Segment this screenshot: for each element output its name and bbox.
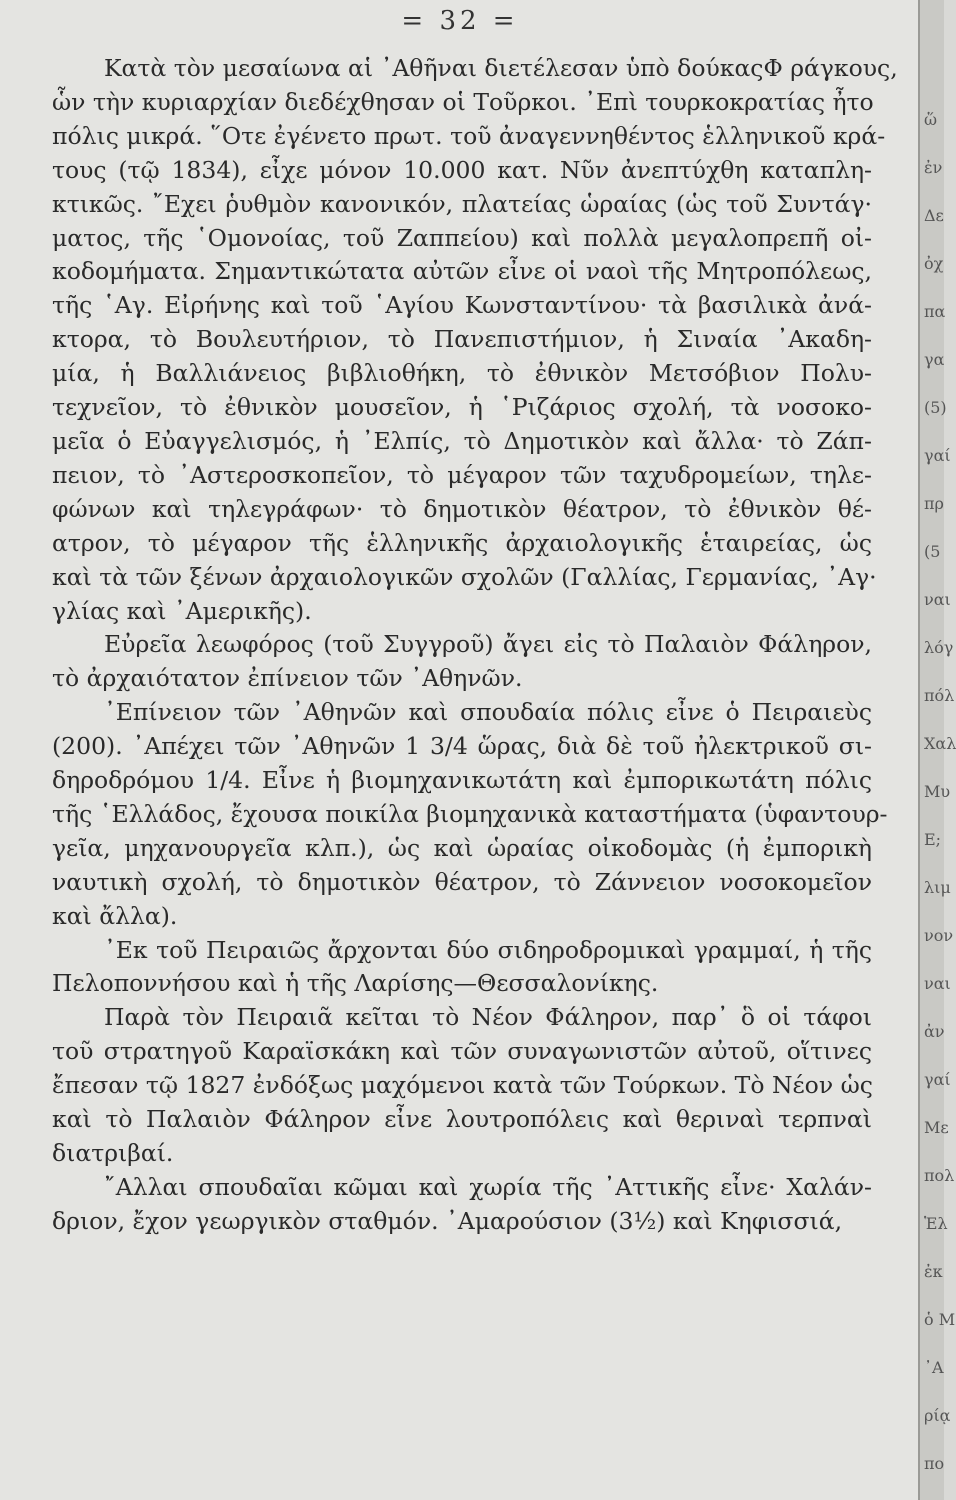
text-line: φώνων καὶ τηλεγράφων· τὸ δημοτικὸν θέατρον, τὸ ἐθνικὸν θέ- — [52, 494, 872, 523]
text-line: μία, ἡ Βαλλιάνειος βιβλιοθήκη, τὸ ἐθνικὸν Μετσόβιον Πολυ- — [52, 359, 872, 388]
text-line: τὸ ἀρχαιότατον ἐπίνειον τῶν ᾿Αθηνῶν. — [52, 664, 523, 693]
margin-fragment: πα — [924, 302, 946, 321]
text-line: καὶ ἄλλα). — [52, 901, 178, 930]
text-line: ματος, τῆς ῾Ομονοίας, τοῦ Ζαππείου) καὶ πολλὰ μεγαλοπρεπῆ οἰ- — [52, 223, 872, 252]
text-line: δριον, ἔχον γεωργικὸν σταθμόν. ᾿Αμαρούσιον (3½) καὶ Κηφισσιά, — [52, 1206, 843, 1235]
margin-fragment: Δε — [924, 206, 944, 225]
margin-fragment: ἀν — [924, 1022, 945, 1041]
text-line: κτικῶς. ῎Εχει ῥυθμὸν κανονικόν, πλατείας ὡραίας (ὡς τοῦ Συντάγ· — [52, 189, 872, 218]
text-line: κοδομήματα. Σημαντικώτατα αὐτῶν εἶνε οἱ ναοὶ τῆς Μητροπόλεως, — [52, 257, 872, 286]
text-line: τους (τῷ 1834), εἶχε μόνον 10.000 κατ. Νῦν ἀνεπτύχθη καταπλη- — [52, 155, 872, 184]
margin-fragment: ναι — [924, 974, 951, 993]
text-line: τῆς ῾Αγ. Εἰρήνης καὶ τοῦ ῾Αγίου Κωνσταντίνου· τὰ βασιλικὰ ἀνά- — [52, 291, 872, 320]
margin-fragment: ρίᾳ — [924, 1406, 951, 1425]
margin-fragment: γαί — [924, 1070, 951, 1089]
text-line: καὶ τὰ τῶν ξένων ἀρχαιολογικῶν σχολῶν (Γαλλίας, Γερμανίας, ᾿Αγ· — [52, 562, 877, 591]
text-line: τῆς ῾Ελλάδος, ἔχουσα ποικίλα βιομηχανικὰ καταστήματα (ὑφαντουρ- — [52, 799, 888, 828]
margin-fragment: ᾿Α — [924, 1358, 944, 1377]
text-line: Κατὰ τὸν μεσαίωνα αἱ ᾿Αθῆναι διετέλεσαν ὑπὸ δούκαςΦ ράγκους, — [104, 54, 898, 82]
text-line: Παρὰ τὸν Πειραιᾶ κεῖται τὸ Νέον Φάληρον, παρ᾿ ὃ οἱ τάφοι — [104, 1003, 872, 1032]
margin-fragment: ἐν — [924, 158, 943, 177]
margin-fragment: πρ — [924, 494, 944, 513]
margin-fragment: λόγ — [924, 638, 954, 657]
text-line: καὶ τὸ Παλαιὸν Φάληρον εἶνε λουτροπόλεις καὶ θεριναὶ τερπναὶ — [52, 1105, 872, 1134]
adjacent-page-edge — [918, 0, 956, 1500]
text-line: κτορα, τὸ Βουλευτήριον, τὸ Πανεπιστήμιον, ἡ Σιναία ᾿Ακαδη- — [52, 325, 872, 354]
text-line: γεῖα, μηχανουργεῖα κλπ.), ὡς καὶ ὡραίας οἰκοδομὰς (ἡ ἐμπορικὴ — [52, 833, 872, 862]
margin-fragment: ἐκ — [924, 1262, 943, 1281]
margin-fragment: (5 — [924, 542, 941, 561]
margin-fragment: πο — [924, 1454, 945, 1473]
margin-fragment: γα — [924, 350, 945, 369]
text-line: ᾿Επίνειον τῶν ᾿Αθηνῶν καὶ σπουδαία πόλις εἶνε ὁ Πειραιεὺς — [104, 698, 872, 727]
text-line: γλίας καὶ ᾿Αμερικῆς). — [52, 596, 312, 625]
text-line: ατρον, τὸ μέγαρον τῆς ἑλληνικῆς ἀρχαιολογικῆς ἑταιρείας, ὡς — [52, 528, 872, 557]
body-text — [52, 52, 898, 1239]
margin-fragment: ὁ Μ — [924, 1310, 956, 1329]
margin-fragment: Χαλ — [924, 734, 956, 753]
text-line: τεχνεῖον, τὸ ἐθνικὸν μουσεῖον, ἡ ῾Ριζάριος σχολή, τὰ νοσοκο- — [52, 393, 872, 422]
text-line: ῎Αλλαι σπουδαῖαι κῶμαι καὶ χωρία τῆς ᾿Αττικῆς εἶνε· Χαλάν- — [104, 1172, 872, 1201]
margin-fragment: ὀχ — [924, 254, 944, 273]
margin-fragment: Με — [924, 1118, 949, 1137]
page-number: = 32 = — [401, 6, 519, 36]
text-line: ᾿Εκ τοῦ Πειραιῶς ἄρχονται δύο σιδηροδρομικαὶ γραμμαί, ἡ τῆς — [104, 935, 872, 964]
margin-fragment: Μυ — [924, 782, 951, 801]
text-line: διατριβαί. — [52, 1139, 174, 1167]
text-line: ναυτικὴ σχολή, τὸ δημοτικὸν θέατρον, τὸ Ζάννειον νοσοκομεῖον — [52, 867, 872, 896]
text-line: δηροδρόμου 1/4. Εἶνε ἡ βιομηχανικωτάτη καὶ ἐμπορικωτάτη πόλις — [52, 766, 872, 795]
text-line: Πελοποννήσου καὶ ἡ τῆς Λαρίσης—Θεσσαλονίκης. — [52, 969, 659, 998]
margin-fragment: πολ — [924, 1166, 955, 1185]
margin-fragment: ναι — [924, 590, 951, 609]
text-line: μεῖα ὁ Εὐαγγελισμός, ἡ ᾿Ελπίς, τὸ Δημοτικὸν καὶ ἄλλα· τὸ Ζάπ- — [52, 426, 872, 455]
text-line: Εὐρεῖα λεωφόρος (τοῦ Συγγροῦ) ἄγει εἰς τὸ Παλαιὸν Φάληρον, — [104, 630, 872, 659]
margin-fragment: ὥ — [924, 110, 938, 129]
margin-fragment: λιμ — [924, 878, 951, 897]
text-line: ὧν τὴν κυριαρχίαν διεδέχθησαν οἱ Τοῦρκοι. ᾿Επὶ τουρκοκρατίας ἦτο — [52, 87, 874, 116]
text-line: ἔπεσαν τῷ 1827 ἐνδόξως μαχόμενοι κατὰ τῶν Τούρκων. Τὸ Νέον ὡς — [52, 1071, 873, 1100]
text-line: πόλις μικρά. ῞Οτε ἐγένετο πρωτ. τοῦ ἀναγεννηθέντος ἑλληνικοῦ κρά- — [52, 121, 886, 150]
text-line: τοῦ στρατηγοῦ Καραϊσκάκη καὶ τῶν συναγωνιστῶν αὐτοῦ, οἵτινες — [52, 1037, 872, 1066]
text-line: (200). ᾿Απέχει τῶν ᾿Αθηνῶν 1 3/4 ὥρας, διὰ δὲ τοῦ ἠλεκτρικοῦ σι- — [52, 732, 872, 761]
margin-fragment: πόλ — [924, 686, 955, 705]
text-line: πειον, τὸ ᾿Αστεροσκοπεῖον, τὸ μέγαρον τῶν ταχυδρομείων, τηλε- — [52, 460, 872, 489]
margin-fragment: νον — [924, 926, 954, 945]
margin-fragment: Ε; — [924, 830, 942, 849]
margin-fragment: γαί — [924, 446, 951, 465]
margin-fragment: Ἑλ — [924, 1214, 948, 1233]
margin-fragment: (5) — [924, 398, 947, 417]
